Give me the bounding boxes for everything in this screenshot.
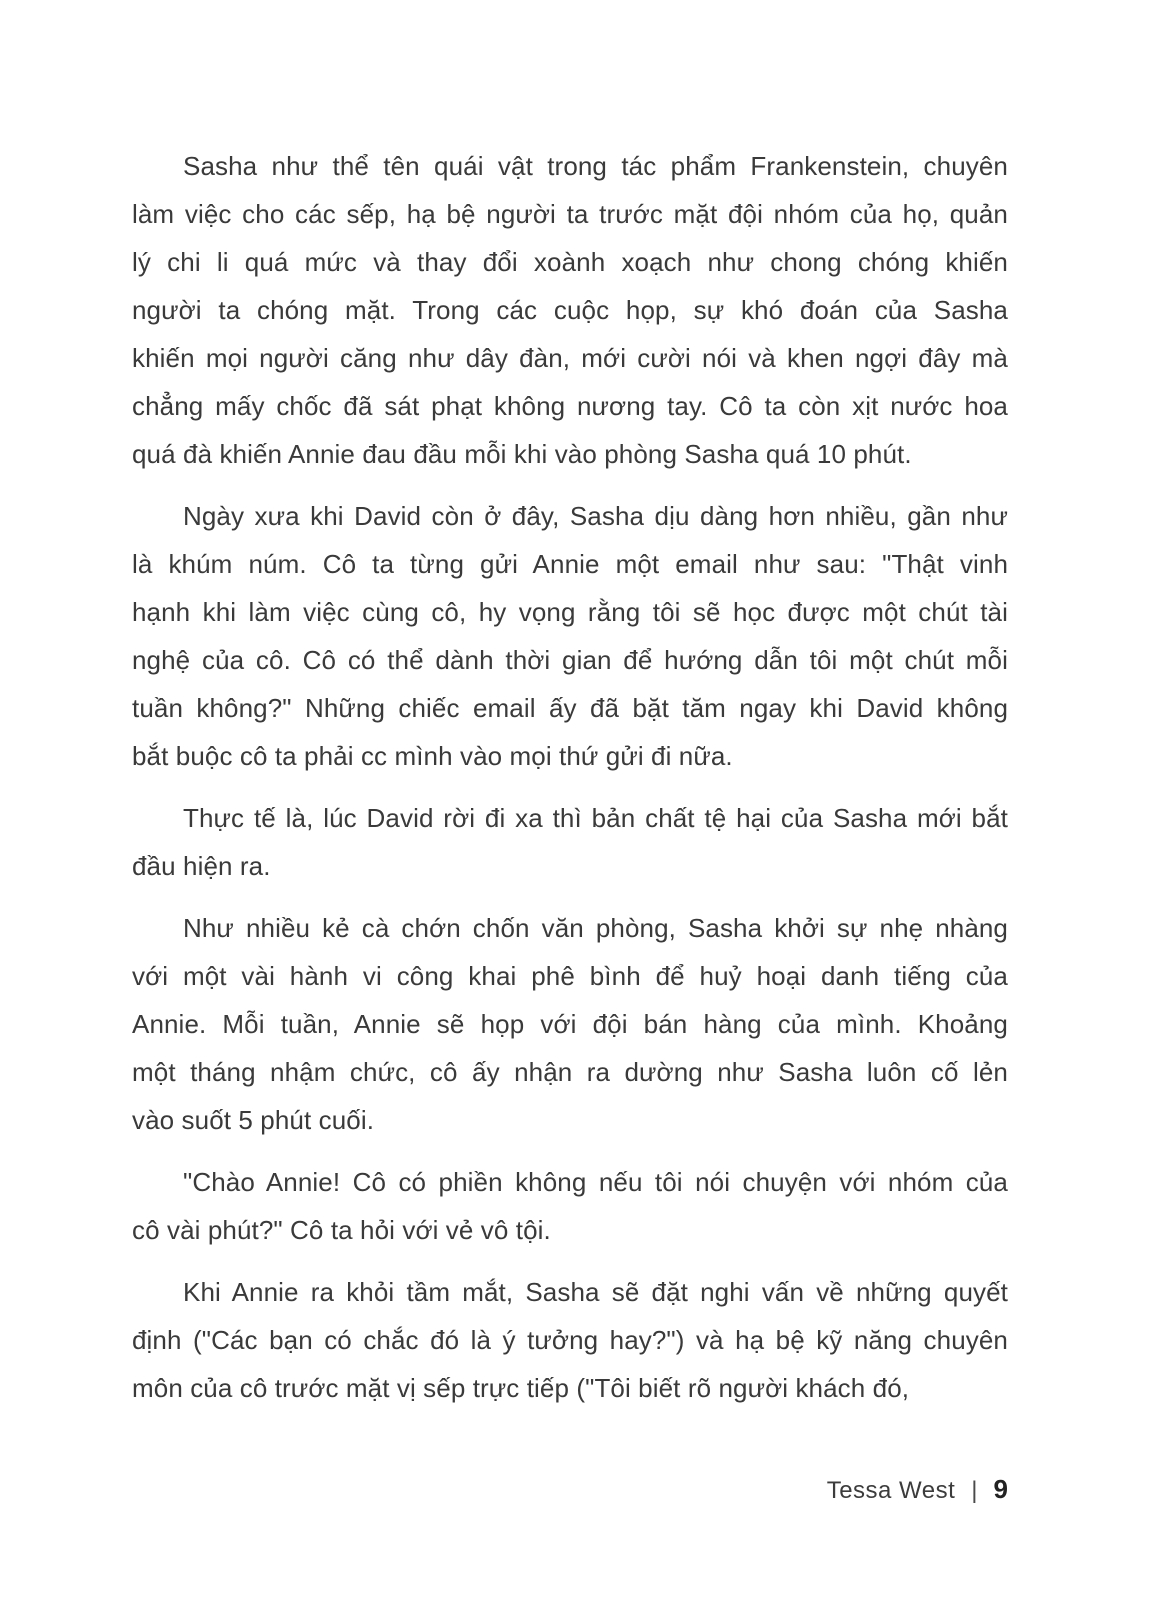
footer-separator: |	[971, 1477, 978, 1504]
text-line: Khi Annie ra khỏi tầm mắt, Sasha sẽ đặt nghi vấn về những quyết	[183, 1277, 1008, 1307]
page-body	[132, 142, 1008, 1426]
text-line: quá đà khiến Annie đau đầu mỗi khi vào phòng Sasha quá 10 phút.	[132, 439, 912, 469]
text-line: là khúm núm. Cô ta từng gửi Annie một email như sau: "Thật vinh	[132, 549, 1008, 579]
text-line: nghệ của cô. Cô có thể dành thời gian để hướng dẫn tôi một chút mỗi	[132, 645, 1008, 675]
text-line: Ngày xưa khi David còn ở đây, Sasha dịu dàng hơn nhiều, gần như	[183, 501, 1008, 531]
text-line: cô vài phút?" Cô ta hỏi với vẻ vô tội.	[132, 1215, 551, 1245]
text-line: một tháng nhậm chức, cô ấy nhận ra dường như Sasha luôn cố lẻn	[132, 1057, 1008, 1087]
paragraph	[132, 794, 1008, 890]
paragraph	[132, 904, 1008, 1144]
paragraph	[132, 1268, 1008, 1412]
text-line: Annie. Mỗi tuần, Annie sẽ họp với đội bán hàng của mình. Khoảng	[132, 1009, 1008, 1039]
text-line: định ("Các bạn có chắc đó là ý tưởng hay?") và hạ bệ kỹ năng chuyên	[132, 1325, 1008, 1355]
paragraph	[132, 1158, 1008, 1254]
footer-author: Tessa West	[826, 1477, 956, 1504]
paragraph	[132, 492, 1008, 780]
text-line: "Chào Annie! Cô có phiền không nếu tôi nói chuyện với nhóm của	[183, 1167, 1008, 1197]
text-line: với một vài hành vi công khai phê bình để huỷ hoại danh tiếng của	[132, 961, 1008, 991]
text-line: đầu hiện ra.	[132, 851, 271, 881]
page-number: 9	[993, 1474, 1008, 1504]
text-line: người ta chóng mặt. Trong các cuộc họp, sự khó đoán của Sasha	[132, 295, 1008, 325]
page-footer	[827, 1474, 1008, 1506]
text-line: vào suốt 5 phút cuối.	[132, 1105, 375, 1135]
text-line: khiến mọi người căng như dây đàn, mới cười nói và khen ngợi đây mà	[132, 343, 1008, 373]
text-line: làm việc cho các sếp, hạ bệ người ta trước mặt đội nhóm của họ, quản	[132, 199, 1008, 229]
paragraph	[132, 142, 1008, 478]
text-line: Như nhiều kẻ cà chớn chốn văn phòng, Sasha khởi sự nhẹ nhàng	[183, 913, 1008, 943]
text-line: tuần không?" Những chiếc email ấy đã bặt tăm ngay khi David không	[132, 693, 1008, 723]
text-line: Thực tế là, lúc David rời đi xa thì bản chất tệ hại của Sasha mới bắt	[183, 803, 1008, 833]
text-line: chẳng mấy chốc đã sát phạt không nương tay. Cô ta còn xịt nước hoa	[132, 391, 1008, 421]
text-line: Sasha như thể tên quái vật trong tác phẩm Frankenstein, chuyên	[183, 151, 1008, 181]
text-line: lý chi li quá mức và thay đổi xoành xoạch như chong chóng khiến	[132, 247, 1008, 277]
text-line: môn của cô trước mặt vị sếp trực tiếp ("Tôi biết rõ người khách đó,	[132, 1373, 910, 1403]
text-line: hạnh khi làm việc cùng cô, hy vọng rằng tôi sẽ học được một chút tài	[132, 597, 1008, 627]
text-line: bắt buộc cô ta phải cc mình vào mọi thứ gửi đi nữa.	[132, 741, 733, 771]
